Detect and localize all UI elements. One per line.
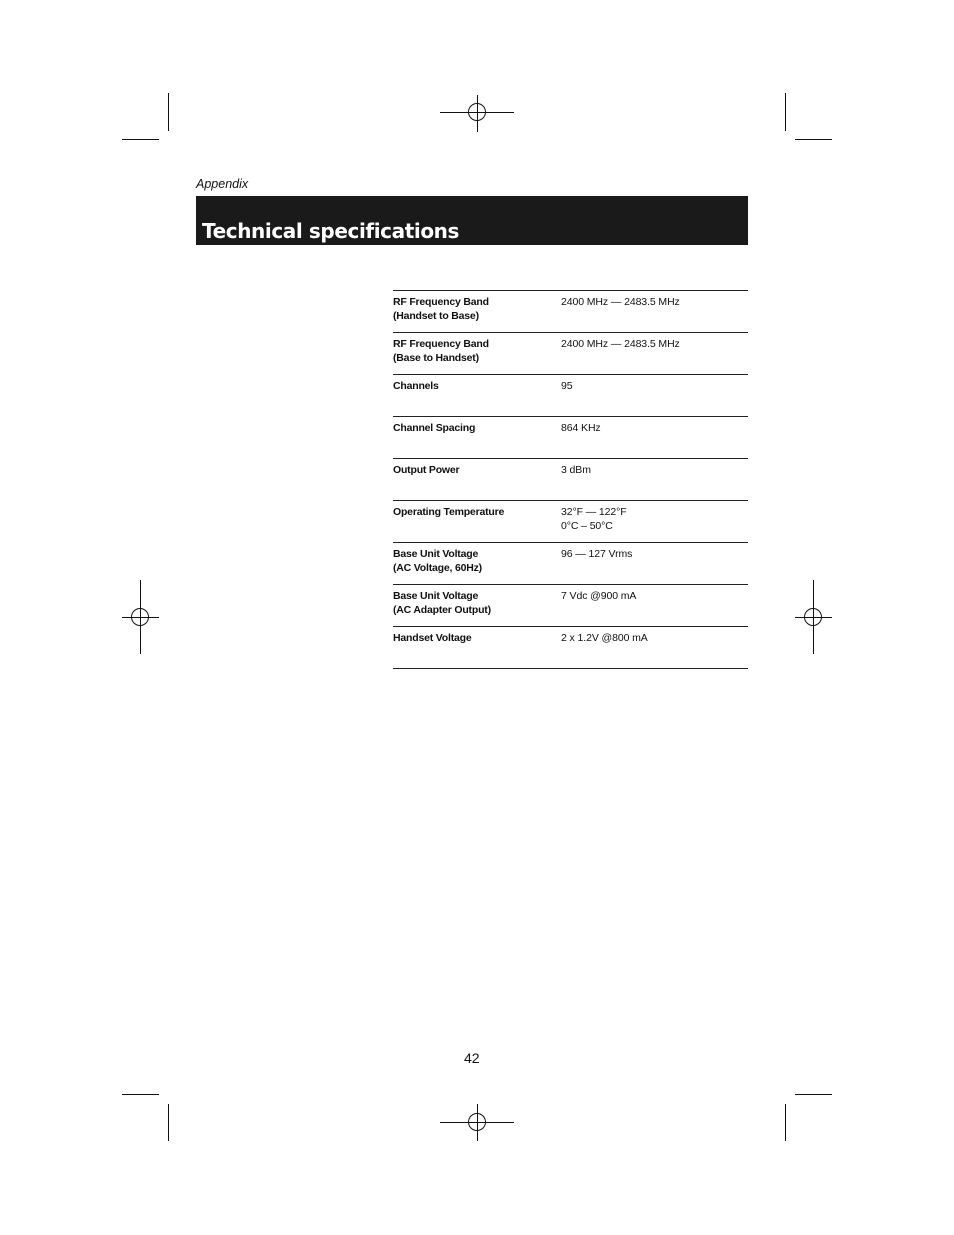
crop-mark [785, 93, 786, 131]
spec-row [393, 375, 748, 417]
spec-row [393, 501, 748, 543]
spec-row [393, 291, 748, 333]
spec-name: Operating Temperature [393, 506, 505, 518]
spec-row [393, 333, 748, 375]
spec-value: 96 — 127 Vrms [561, 548, 633, 560]
spec-name: Handset Voltage [393, 632, 472, 644]
crop-mark [785, 1104, 786, 1141]
spec-value: 95 [561, 380, 573, 392]
spec-row [393, 417, 748, 459]
section-label: Appendix [196, 177, 249, 191]
spec-row [393, 543, 748, 585]
spec-name: Output Power [393, 464, 460, 476]
spec-name: Base Unit Voltage (AC Adapter Output) [393, 590, 491, 616]
crop-mark [795, 1094, 832, 1095]
spec-value: 864 KHz [561, 422, 601, 434]
spec-value: 32°F — 122°F 0°C – 50°C [561, 506, 627, 532]
crop-mark [795, 139, 832, 140]
registration-mark-icon [468, 1113, 486, 1131]
page-title: Technical specifications [202, 219, 460, 243]
registration-mark-icon [804, 608, 822, 626]
spec-value: 3 dBm [561, 464, 591, 476]
registration-mark-icon [131, 608, 149, 626]
spec-name: Channels [393, 380, 439, 392]
spec-value: 2 x 1.2V @800 mA [561, 632, 648, 644]
title-bar [196, 196, 748, 245]
spec-value: 7 Vdc @900 mA [561, 590, 637, 602]
spec-value: 2400 MHz — 2483.5 MHz [561, 338, 680, 350]
spec-row [393, 459, 748, 501]
registration-mark-icon [468, 103, 486, 121]
crop-mark [122, 1094, 159, 1095]
spec-table [393, 290, 748, 669]
spec-value: 2400 MHz — 2483.5 MHz [561, 296, 680, 308]
crop-mark [168, 1104, 169, 1141]
page-number: 42 [464, 1050, 480, 1066]
spec-name: RF Frequency Band (Base to Handset) [393, 338, 489, 364]
spec-row [393, 627, 748, 669]
crop-mark [122, 139, 159, 140]
spec-name: Base Unit Voltage (AC Voltage, 60Hz) [393, 548, 482, 574]
spec-name: Channel Spacing [393, 422, 476, 434]
spec-name: RF Frequency Band (Handset to Base) [393, 296, 489, 322]
crop-mark [168, 93, 169, 131]
spec-row [393, 585, 748, 627]
